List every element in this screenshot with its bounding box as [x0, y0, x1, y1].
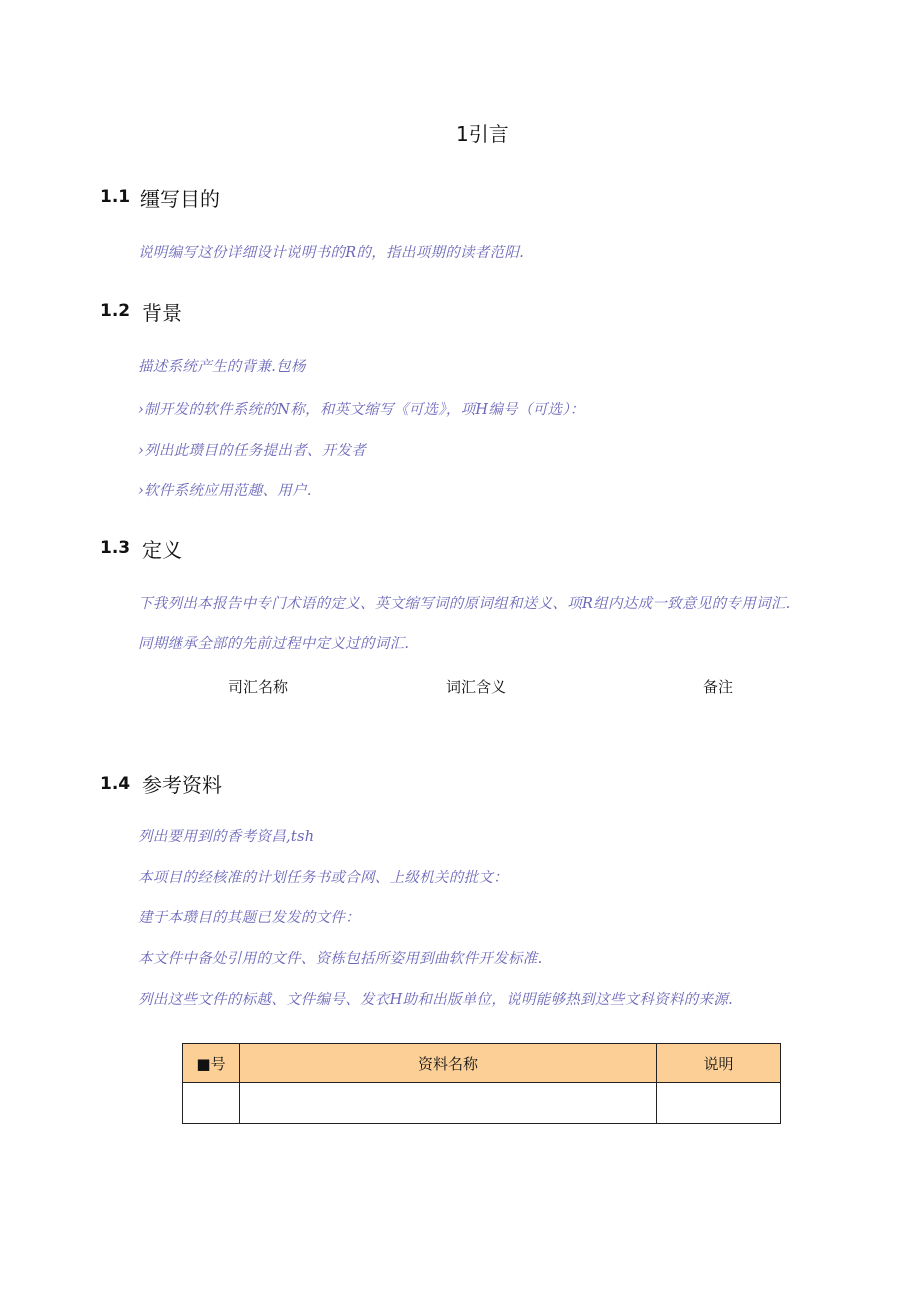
table-row: [183, 1083, 781, 1124]
section-number: 1.1: [100, 187, 131, 207]
ref-header-number: ■号: [183, 1044, 240, 1083]
table-cell: [240, 1083, 657, 1124]
table-cell: [657, 1083, 781, 1124]
term-table-header-name: 司汇名称: [228, 678, 289, 696]
section-note: 列出这些文件的标越、文件编号、发衣H助和出版单位，说明能够热到这些文科资料的来源.: [138, 992, 734, 1008]
section-number: 1.3: [100, 538, 131, 558]
chapter-title: 1引言: [456, 122, 509, 146]
section-title: 参考资料: [142, 773, 222, 797]
bullet-item: ›列出此瓒目的任务提出者、开发者: [138, 443, 367, 459]
section-note: 说明编写这份详细设计说明书的R的，指出项期的读者范阳.: [138, 245, 525, 261]
term-table-header-meaning: 词汇含义: [446, 678, 507, 696]
table-cell: [183, 1083, 240, 1124]
section-title: 定义: [142, 538, 182, 562]
section-number: 1.4: [100, 774, 131, 794]
reference-table: [182, 1043, 781, 1124]
section-note: 本文件中备处引用的文件、资栋包括所姿用到曲软件开发标准.: [138, 951, 543, 967]
section-title: 缰写目的: [140, 187, 220, 211]
section-note: 建于本瓒目的其题已发发的文件：: [138, 910, 360, 926]
section-note: 列出要用到的香考资昌,tsh: [138, 829, 315, 845]
term-table-header-remark: 备注: [703, 678, 734, 696]
section-title: 背景: [142, 301, 182, 325]
ref-header-title: 资料名称: [240, 1044, 657, 1083]
section-note: 描述系统产生的背兼.包杨: [138, 359, 306, 375]
ref-header-remark: 说明: [657, 1044, 781, 1083]
bullet-item: ›软件系统应用范趣、用户.: [138, 483, 312, 499]
bullet-item: ›制开发的软件系统的N称，和英文缩写《可选》，项H编号（可选）：: [138, 402, 585, 418]
section-note: 同期继承全部的先前过程中定义过的词汇.: [138, 636, 410, 652]
section-number: 1.2: [100, 301, 131, 321]
reference-table-header-row: [183, 1044, 781, 1083]
section-note: 本项目的经核准的计划任务书或合网、上级机关的批文：: [138, 870, 508, 886]
section-note: 下我列出本报告中专门术语的定义、英文缩写词的原词组和送义、项R组内达成一致意见的专用词汇.: [138, 596, 791, 612]
